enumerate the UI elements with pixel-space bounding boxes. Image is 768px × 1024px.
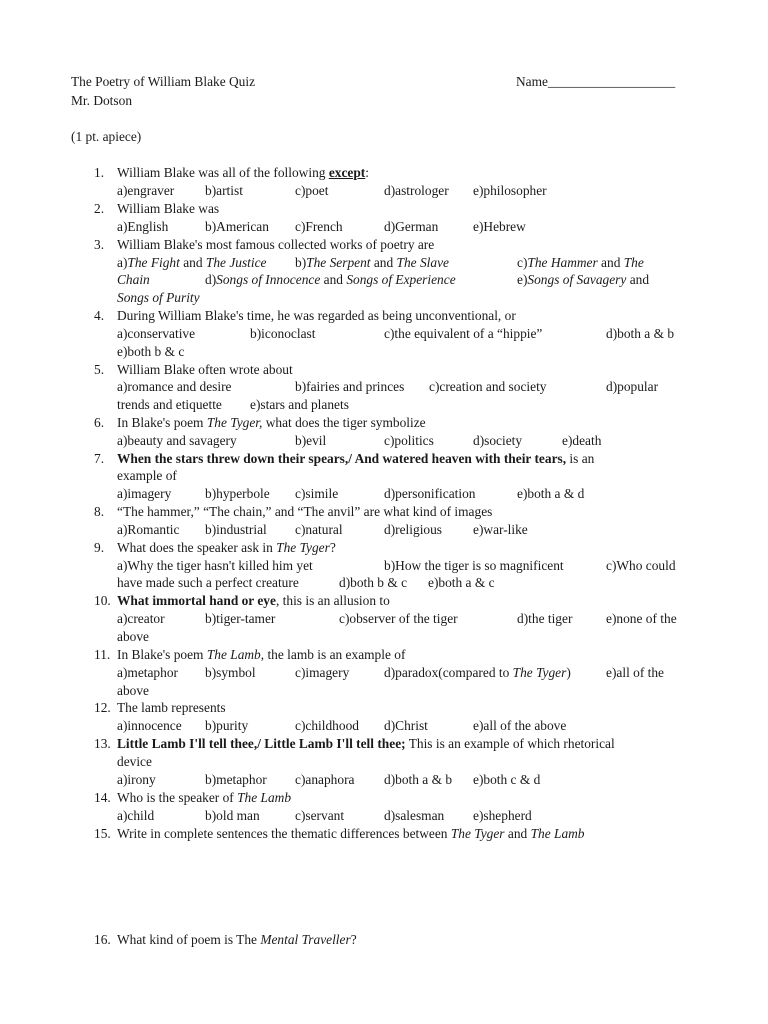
option-a[interactable]: a)irony: [117, 772, 156, 787]
option-d-continued: trends and etiquette: [117, 397, 222, 412]
option-a[interactable]: a)The Fight and The Justice: [117, 255, 267, 270]
option-d[interactable]: d)society: [473, 433, 523, 448]
teacher-name: Mr. Dotson: [71, 93, 133, 108]
question-4-text: During William Blake's time, he was regarded as being unconventional, or: [117, 308, 516, 323]
option-e[interactable]: e)shepherd: [473, 808, 532, 823]
option-e[interactable]: e)Hebrew: [473, 219, 526, 234]
option-b[interactable]: b)artist: [205, 183, 243, 198]
option-e[interactable]: e)both c & d: [473, 772, 541, 787]
option-b[interactable]: b)How the tiger is so magnificent: [384, 558, 564, 573]
option-c[interactable]: c)the equivalent of a “hippie”: [384, 326, 543, 341]
option-a[interactable]: a)beauty and savagery: [117, 433, 237, 448]
question-number: 5.: [94, 362, 105, 377]
question-9-text: What does the speaker ask in The Tyger?: [117, 540, 336, 555]
question-number: 4.: [94, 308, 105, 323]
question-number: 16.: [94, 932, 111, 947]
option-c[interactable]: c)French: [295, 219, 343, 234]
question-7-continued: example of: [117, 468, 177, 483]
option-d[interactable]: d)the tiger: [517, 611, 573, 626]
question-number: 3.: [94, 237, 105, 252]
name-field[interactable]: Name___________________: [516, 74, 676, 89]
question-13-continued: device: [117, 754, 152, 769]
option-c[interactable]: c)creation and society: [429, 379, 547, 394]
option-a[interactable]: a)Why the tiger hasn't killed him yet: [117, 558, 313, 573]
question-13-text: Little Lamb I'll tell thee,/ Little Lamb I'll tell thee; This is an example of which rhetorical: [117, 736, 615, 751]
option-e-continued: Songs of Purity: [117, 290, 200, 305]
option-a[interactable]: a)engraver: [117, 183, 175, 198]
question-number: 11.: [94, 647, 111, 662]
option-b[interactable]: b)The Serpent and The Slave: [295, 255, 449, 270]
option-e[interactable]: e)stars and planets: [250, 397, 349, 412]
question-number: 10.: [94, 593, 111, 608]
option-e[interactable]: e)war-like: [473, 522, 528, 537]
option-d[interactable]: d)personification: [384, 486, 476, 501]
option-d[interactable]: d)popular: [606, 379, 659, 394]
option-d[interactable]: d)both a & b: [384, 772, 453, 787]
option-c-continued: have made such a perfect creature: [117, 575, 299, 590]
option-b[interactable]: b)old man: [205, 808, 260, 823]
question-5-text: William Blake often wrote about: [117, 362, 293, 377]
question-number: 15.: [94, 826, 111, 841]
question-number: 7.: [94, 451, 105, 466]
option-e-continued: above: [117, 629, 149, 644]
question-number: 9.: [94, 540, 105, 555]
option-c[interactable]: c)natural: [295, 522, 343, 537]
option-d[interactable]: d)religious: [384, 522, 443, 537]
option-a[interactable]: a)metaphor: [117, 665, 178, 680]
option-e[interactable]: e)philosopher: [473, 183, 547, 198]
option-e[interactable]: e)both b & c: [117, 344, 185, 359]
option-c[interactable]: c)Who could: [606, 558, 676, 573]
option-e[interactable]: e)death: [562, 433, 602, 448]
question-11-text: In Blake's poem The Lamb, the lamb is an example of: [117, 647, 406, 662]
question-8-text: “The hammer,” “The chain,” and “The anvil” are what kind of images: [117, 504, 493, 519]
option-a[interactable]: a)romance and desire: [117, 379, 232, 394]
option-c[interactable]: c)observer of the tiger: [339, 611, 458, 626]
question-10-text: What immortal hand or eye, this is an allusion to: [117, 593, 390, 608]
option-c[interactable]: c)poet: [295, 183, 329, 198]
option-b[interactable]: b)hyperbole: [205, 486, 270, 501]
option-d[interactable]: d)Songs of Innocence and Songs of Experience: [205, 272, 456, 287]
question-number: 2.: [94, 201, 105, 216]
option-e[interactable]: e)all of the above: [473, 718, 567, 733]
question-16-text: What kind of poem is The Mental Traveller?: [117, 932, 357, 947]
option-c[interactable]: c)servant: [295, 808, 345, 823]
option-b[interactable]: b)industrial: [205, 522, 267, 537]
option-b[interactable]: b)American: [205, 219, 269, 234]
question-15-text: Write in complete sentences the thematic differences between The Tyger and The Lamb: [117, 826, 585, 841]
option-b[interactable]: b)fairies and princes: [295, 379, 405, 394]
option-c[interactable]: c)childhood: [295, 718, 359, 733]
option-d[interactable]: d)German: [384, 219, 439, 234]
option-d[interactable]: d)both b & c: [339, 575, 408, 590]
option-e[interactable]: e)none of the: [606, 611, 677, 626]
question-number: 12.: [94, 700, 111, 715]
option-b[interactable]: b)iconoclast: [250, 326, 316, 341]
option-a[interactable]: a)English: [117, 219, 169, 234]
option-a[interactable]: a)innocence: [117, 718, 182, 733]
question-3-text: William Blake's most famous collected works of poetry are: [117, 237, 435, 252]
option-e-continued: above: [117, 683, 149, 698]
question-1-text: William Blake was all of the following except:: [117, 165, 369, 180]
option-c[interactable]: c)politics: [384, 433, 434, 448]
option-b[interactable]: b)purity: [205, 718, 249, 733]
option-a[interactable]: a)creator: [117, 611, 165, 626]
option-b[interactable]: b)symbol: [205, 665, 256, 680]
option-c[interactable]: c)simile: [295, 486, 339, 501]
option-e[interactable]: e)Songs of Savagery and: [517, 272, 650, 287]
quiz-title: The Poetry of William Blake Quiz: [71, 74, 256, 89]
question-2-text: William Blake was: [117, 201, 220, 216]
question-12-text: The lamb represents: [117, 700, 226, 715]
option-c[interactable]: c)anaphora: [295, 772, 355, 787]
option-c[interactable]: c)The Hammer and The: [517, 255, 644, 270]
option-d[interactable]: d)astrologer: [384, 183, 449, 198]
question-number: 1.: [94, 165, 105, 180]
question-number: 14.: [94, 790, 111, 805]
question-number: 13.: [94, 736, 111, 751]
option-e[interactable]: e)all of the: [606, 665, 664, 680]
option-b[interactable]: b)evil: [295, 433, 327, 448]
question-7-text: When the stars threw down their spears,/ And watered heaven with their tears, is an: [117, 451, 595, 466]
option-c-continued: Chain: [117, 272, 150, 287]
option-a[interactable]: a)child: [117, 808, 155, 823]
option-e[interactable]: e)both a & d: [517, 486, 585, 501]
option-b[interactable]: b)metaphor: [205, 772, 267, 787]
question-6-text: In Blake's poem The Tyger, what does the tiger symbolize: [117, 415, 426, 430]
option-b[interactable]: b)tiger-tamer: [205, 611, 276, 626]
question-14-text: Who is the speaker of The Lamb: [117, 790, 292, 805]
option-a[interactable]: a)conservative: [117, 326, 196, 341]
option-d[interactable]: d)Christ: [384, 718, 428, 733]
option-c[interactable]: c)imagery: [295, 665, 350, 680]
option-a[interactable]: a)Romantic: [117, 522, 180, 537]
option-e[interactable]: e)both a & c: [428, 575, 495, 590]
points-note: (1 pt. apiece): [71, 129, 142, 144]
option-a[interactable]: a)imagery: [117, 486, 172, 501]
option-d[interactable]: d)paradox(compared to The Tyger): [384, 665, 571, 680]
question-number: 6.: [94, 415, 105, 430]
question-number: 8.: [94, 504, 105, 519]
option-d[interactable]: d)both a & b: [606, 326, 675, 341]
option-d[interactable]: d)salesman: [384, 808, 445, 823]
